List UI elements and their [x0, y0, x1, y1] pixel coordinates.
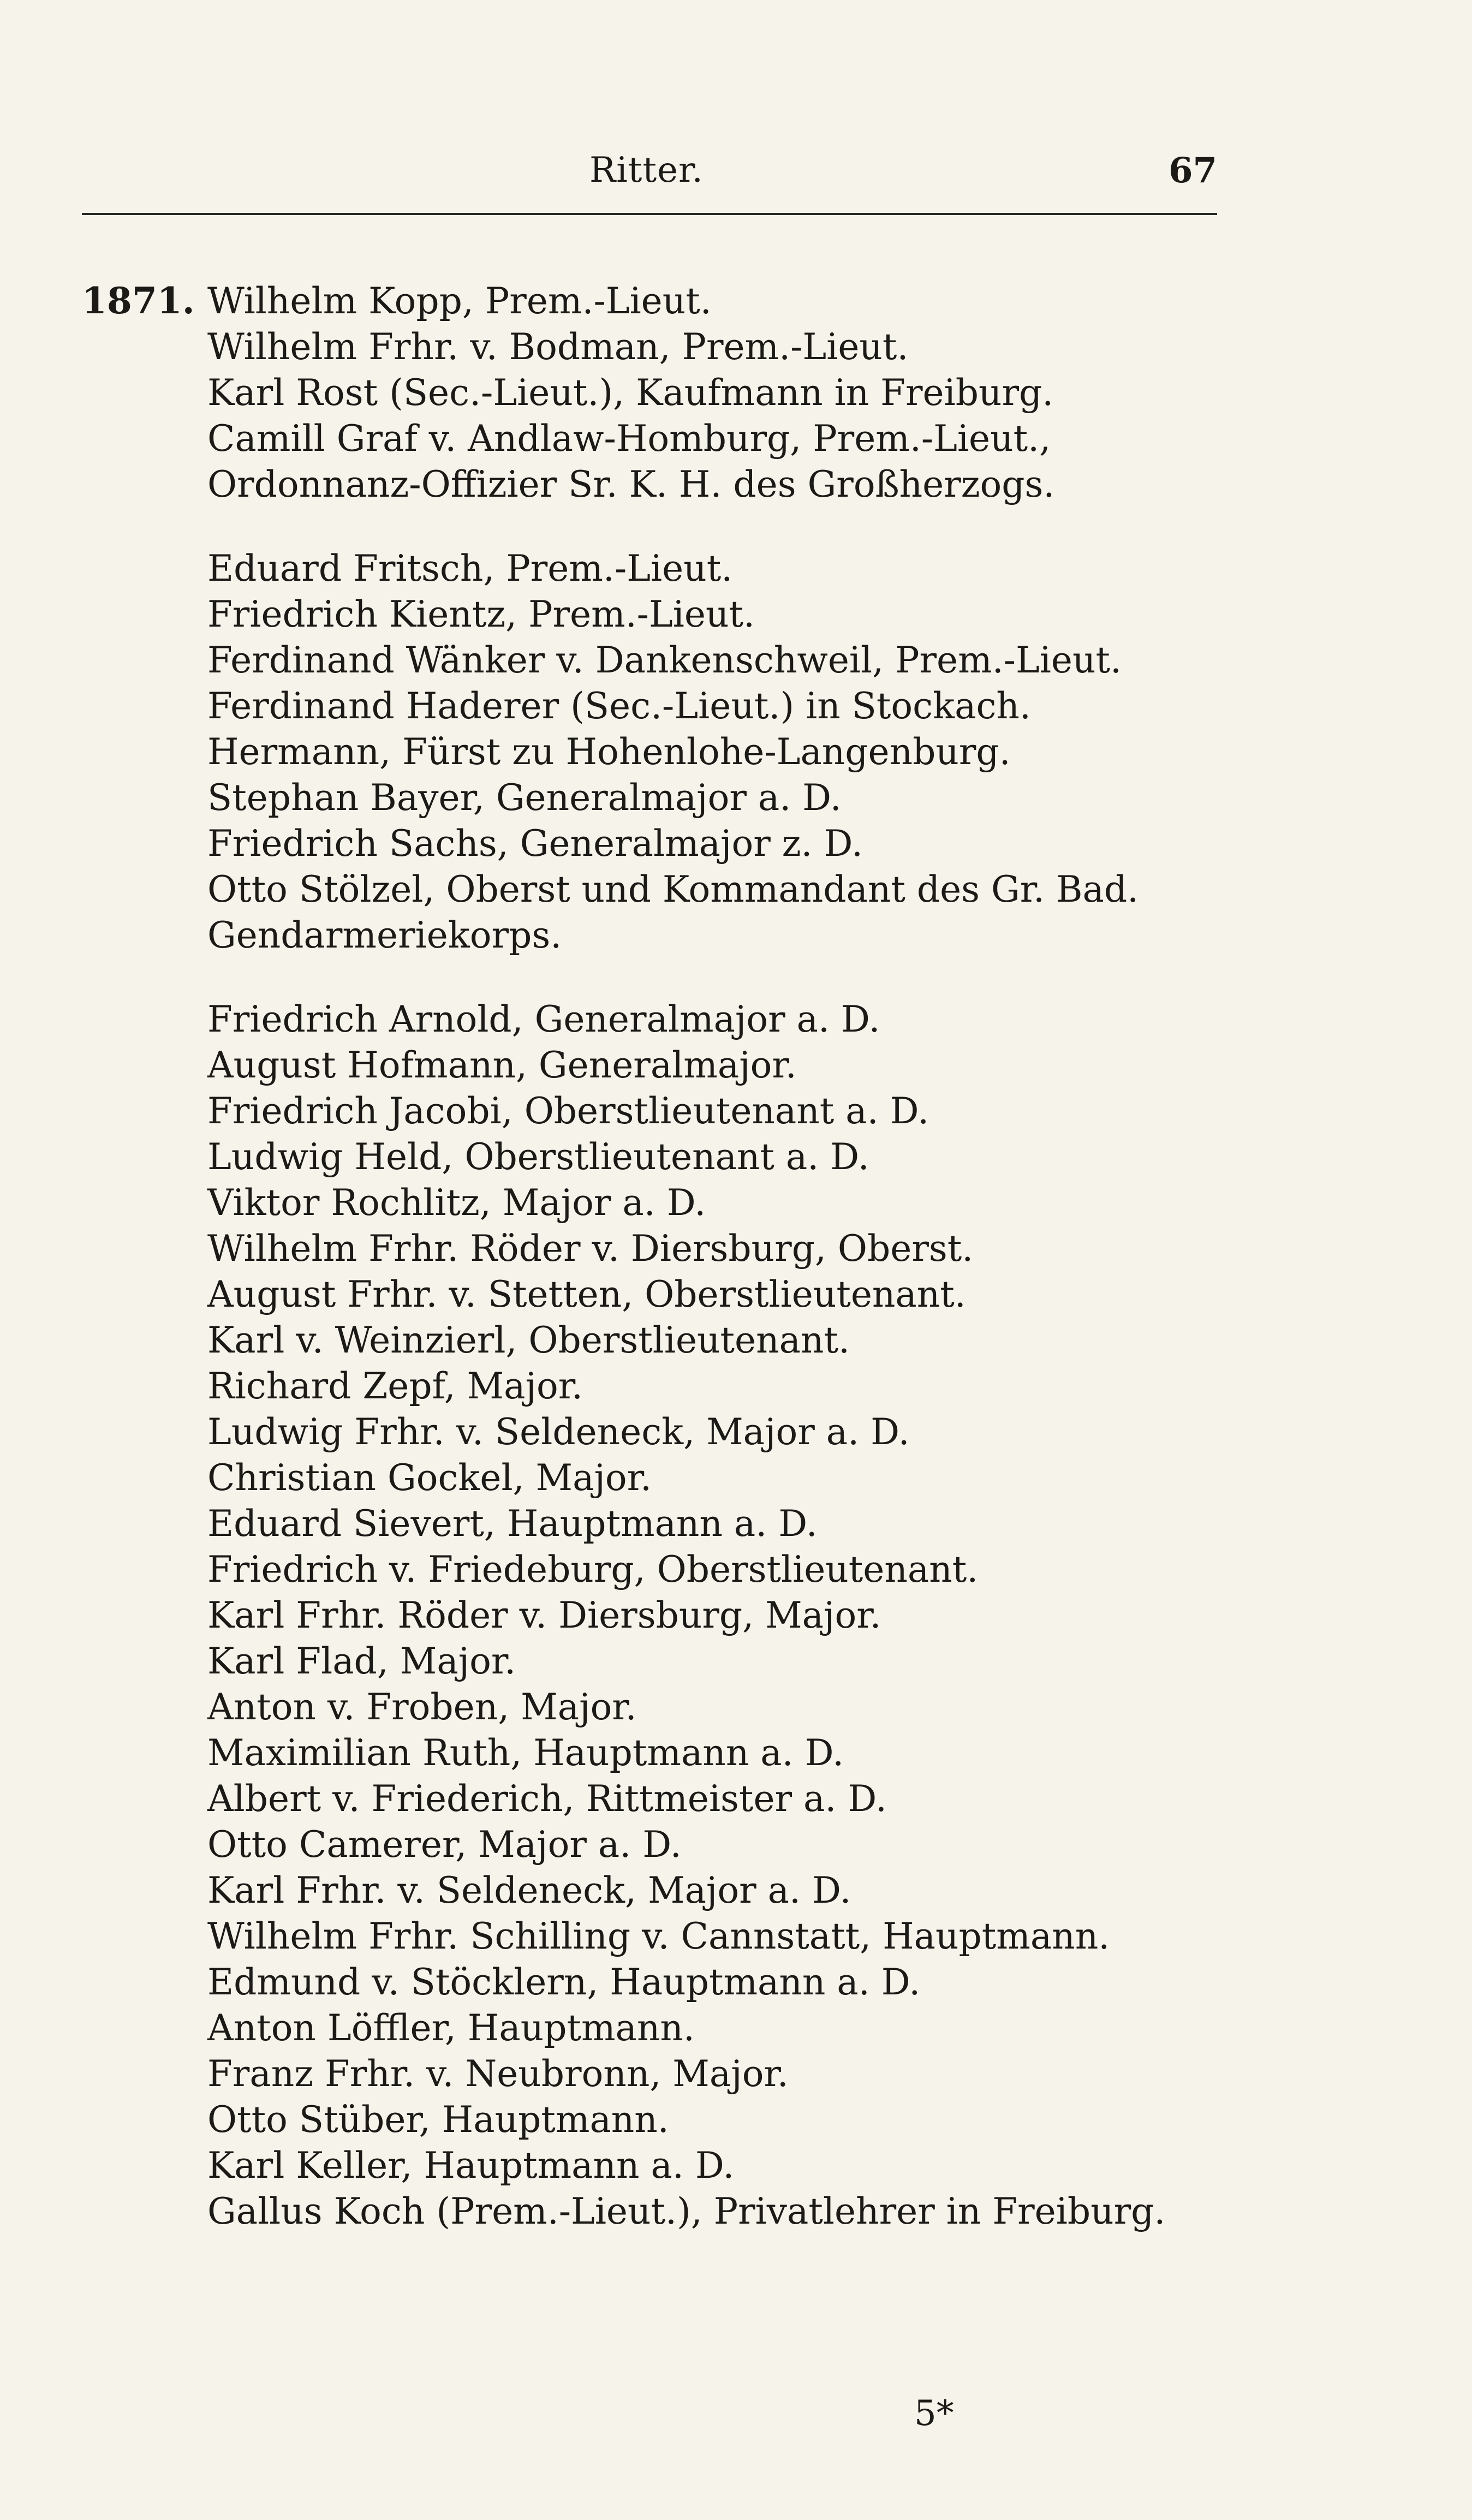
running-title: Ritter.: [589, 150, 704, 190]
list-item-continuation: Ordonnanz-Offizier Sr. K. H. des Großherzogs.: [207, 463, 1055, 505]
list-item: Anton v. Froben, Major.: [207, 1686, 637, 1728]
list-item: Wilhelm Frhr. Röder v. Diersburg, Oberst.: [207, 1228, 974, 1270]
list-item: Ferdinand Wänker v. Dankenschweil, Prem.-Lieut.: [207, 639, 1122, 681]
header-rule: [82, 213, 1217, 215]
list-item: Franz Frhr. v. Neubronn, Major.: [207, 2053, 789, 2095]
list-item: Gallus Koch (Prem.-Lieut.), Privatlehrer in Freiburg.: [207, 2190, 1166, 2232]
list-item: Friedrich v. Friedeburg, Oberstlieutenant.: [207, 1548, 979, 1590]
list-item: Ludwig Held, Oberstlieutenant a. D.: [207, 1136, 869, 1178]
list-item: August Hofmann, Generalmajor.: [207, 1044, 797, 1086]
list-item: Edmund v. Stöcklern, Hauptmann a. D.: [207, 1961, 921, 2003]
list-item: Viktor Rochlitz, Major a. D.: [207, 1182, 706, 1224]
list-item: Camill Graf v. Andlaw-Homburg, Prem.-Lieut.,: [207, 418, 1051, 460]
list-item: Wilhelm Kopp, Prem.-Lieut.: [207, 280, 712, 322]
list-item: Ludwig Frhr. v. Seldeneck, Major a. D.: [207, 1411, 910, 1453]
list-item: Anton Löffler, Hauptmann.: [207, 2007, 695, 2049]
page-number: 67: [1168, 150, 1217, 191]
list-item: Wilhelm Frhr. v. Bodman, Prem.-Lieut.: [207, 326, 909, 368]
list-item: Eduard Sievert, Hauptmann a. D.: [207, 1503, 818, 1545]
list-item: Stephan Bayer, Generalmajor a. D.: [207, 777, 842, 819]
running-head: [82, 150, 1217, 210]
knights-list: [207, 278, 1223, 2235]
list-item: Hermann, Fürst zu Hohenlohe-Langenburg.: [207, 731, 1011, 773]
list-item: Otto Camerer, Major a. D.: [207, 1824, 682, 1866]
list-item: Karl Frhr. v. Seldeneck, Major a. D.: [207, 1869, 851, 1911]
year-label: 1871.: [82, 279, 195, 322]
list-item: Otto Stölzel, Oberst und Kommandant des Gr. Bad.: [207, 868, 1139, 910]
list-item: Otto Stüber, Hauptmann.: [207, 2099, 669, 2141]
list-item: Karl v. Weinzierl, Oberstlieutenant.: [207, 1319, 850, 1361]
list-item: Karl Frhr. Röder v. Diersburg, Major.: [207, 1594, 881, 1636]
list-item: Christian Gockel, Major.: [207, 1457, 652, 1499]
list-item: Karl Keller, Hauptmann a. D.: [207, 2144, 735, 2187]
signature-mark: 5*: [914, 2393, 954, 2434]
list-item: Friedrich Jacobi, Oberstlieutenant a. D.: [207, 1090, 929, 1132]
list-item: Eduard Fritsch, Prem.-Lieut.: [207, 547, 733, 589]
list-item: Maximilian Ruth, Hauptmann a. D.: [207, 1732, 844, 1774]
list-item: Friedrich Arnold, Generalmajor a. D.: [207, 998, 880, 1040]
list-item: Richard Zepf, Major.: [207, 1365, 583, 1407]
list-item: Karl Rost (Sec.-Lieut.), Kaufmann in Freiburg.: [207, 372, 1054, 414]
list-item-continuation: Gendarmeriekorps.: [207, 914, 562, 956]
list-item: Friedrich Sachs, Generalmajor z. D.: [207, 823, 863, 865]
list-item: Ferdinand Haderer (Sec.-Lieut.) in Stockach.: [207, 685, 1031, 727]
list-item: Wilhelm Frhr. Schilling v. Cannstatt, Hauptmann.: [207, 1915, 1110, 1957]
list-item: Friedrich Kientz, Prem.-Lieut.: [207, 593, 755, 635]
list-item: Albert v. Friederich, Rittmeister a. D.: [207, 1778, 887, 1820]
list-item: August Frhr. v. Stetten, Oberstlieutenant.: [207, 1273, 966, 1315]
list-item: Karl Flad, Major.: [207, 1640, 516, 1682]
